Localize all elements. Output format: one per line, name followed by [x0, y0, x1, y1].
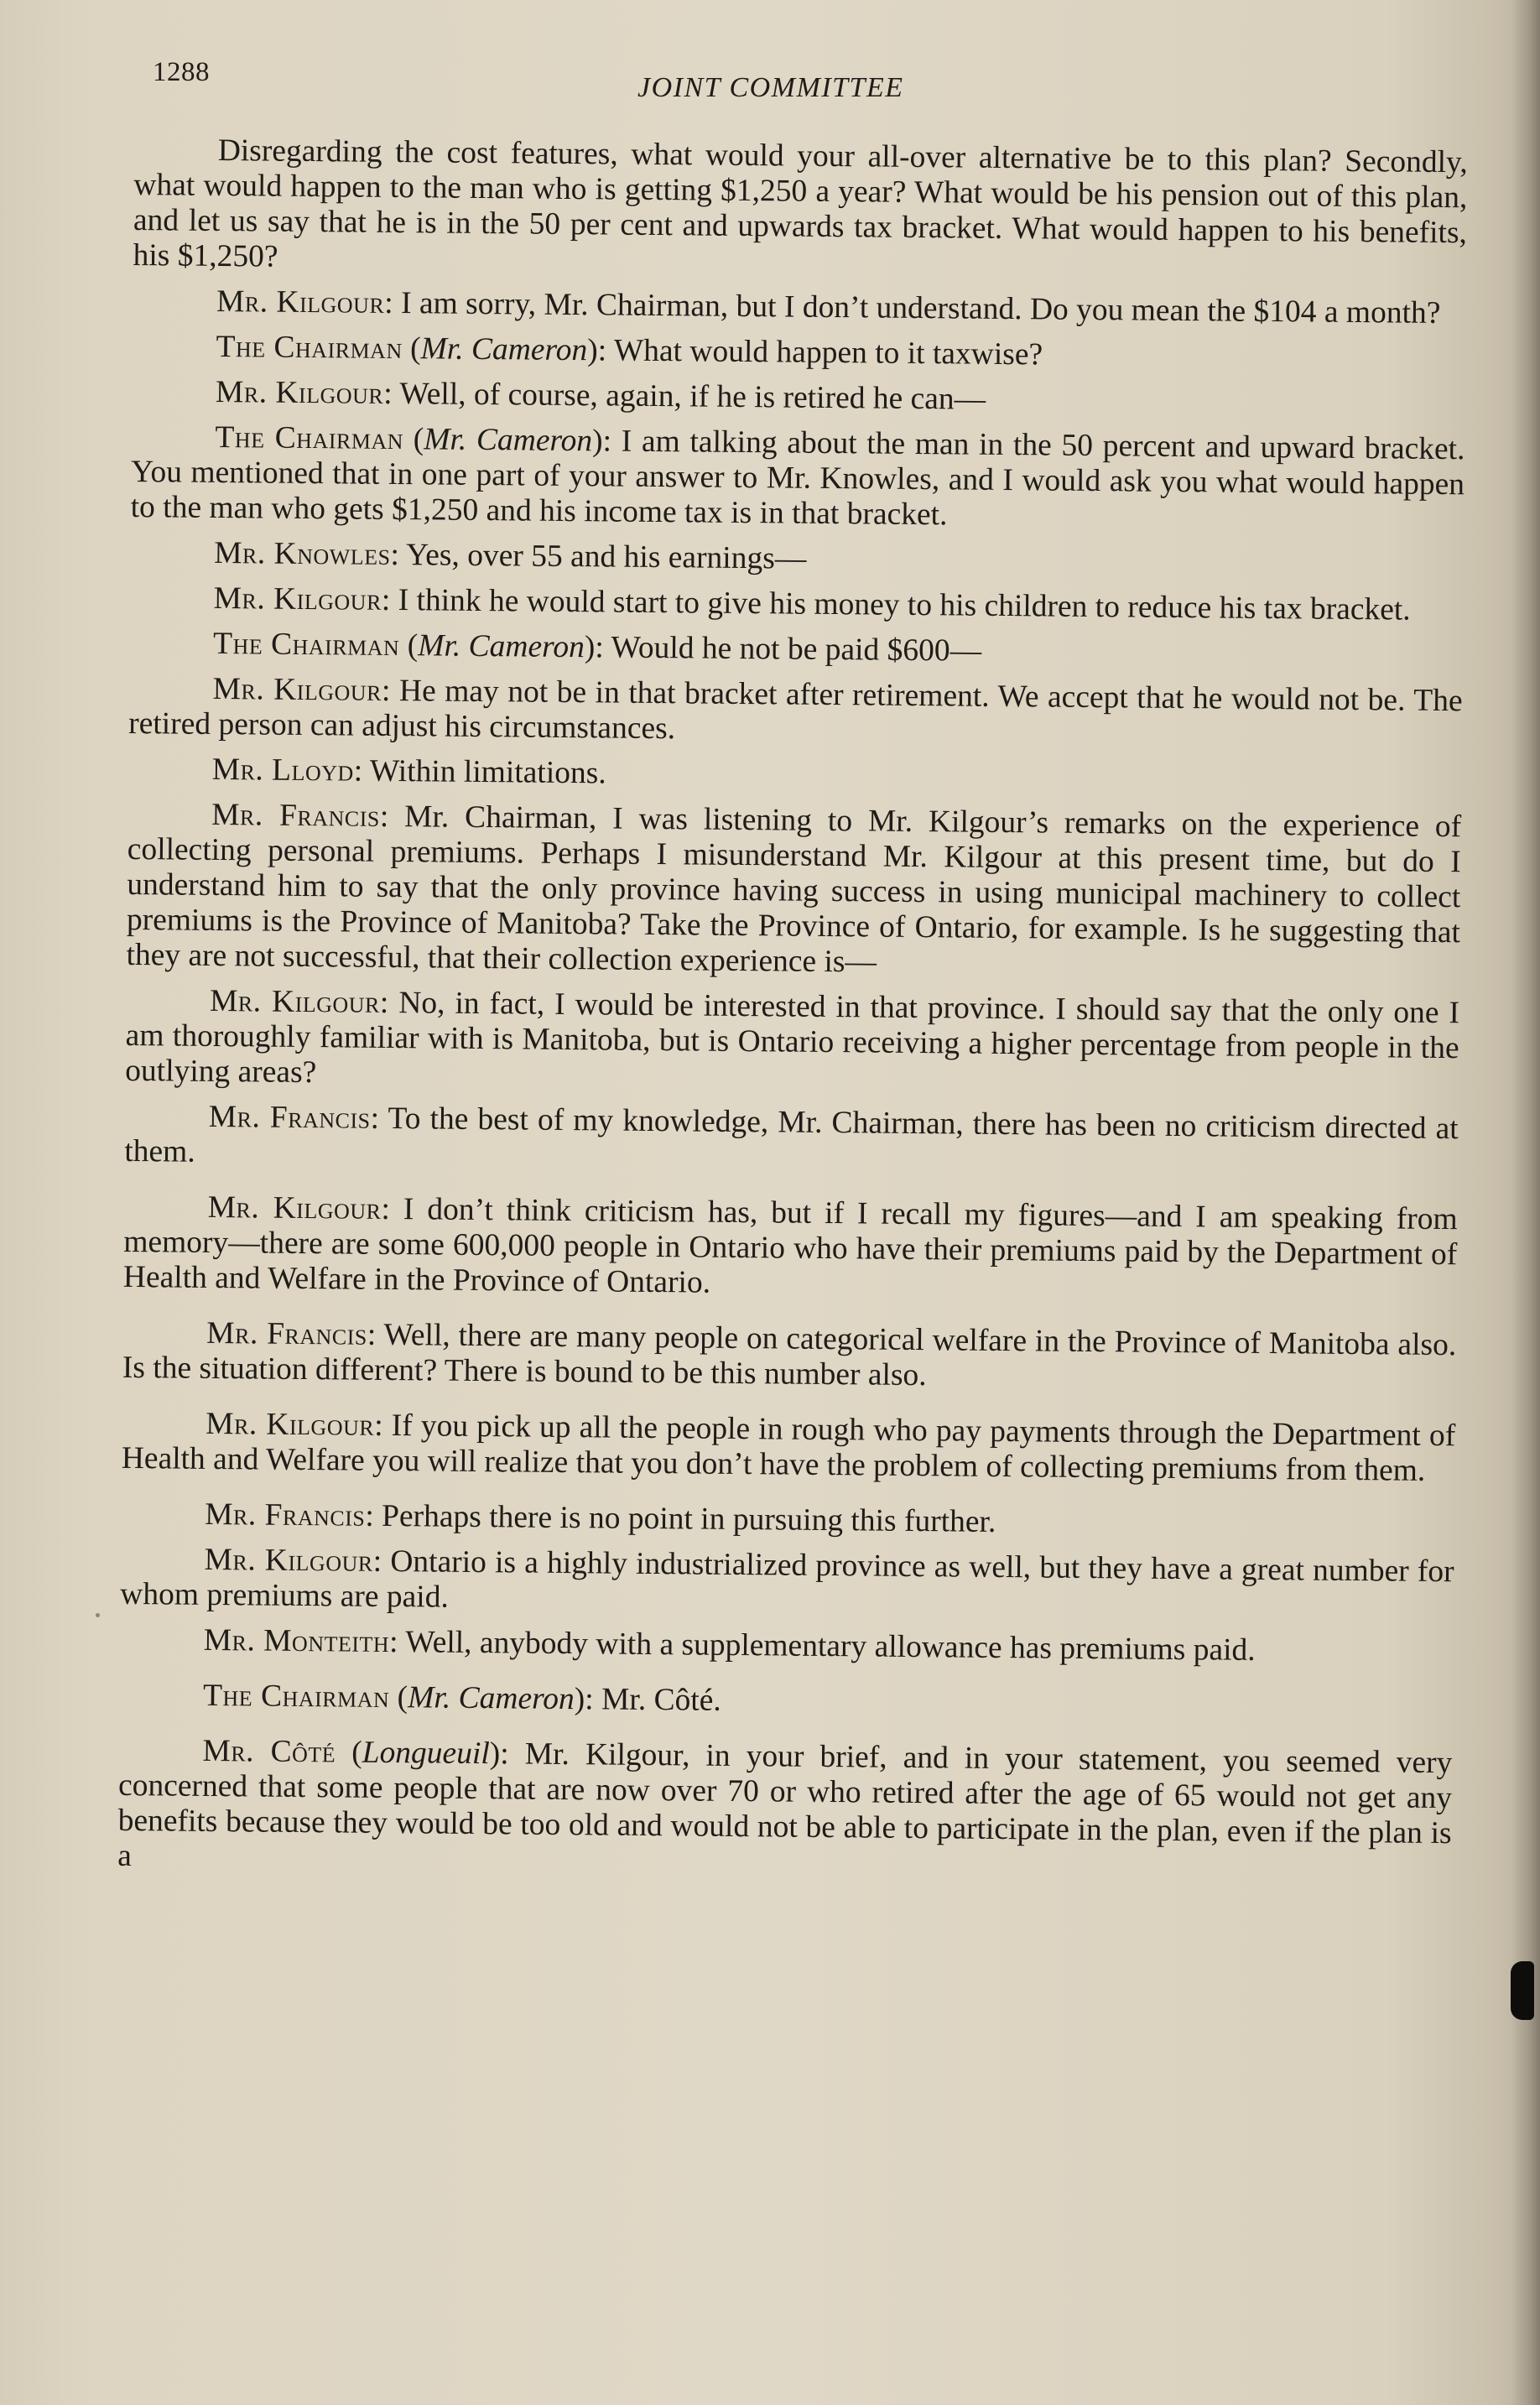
paragraph [133, 133, 1468, 286]
speaker-name: Mr. Monteith [203, 1622, 390, 1660]
paragraph-text: If you pick up all the people in rough who pay payments through the Department of Health and Welfare you will realize that you don’t have the problem of collecting premiums from them. [121, 1408, 1456, 1488]
speaker-name: Mr. Francis [206, 1315, 368, 1352]
speaker-colon: : [374, 1408, 383, 1443]
paragraph-text: Yes, over 55 and his earnings— [405, 538, 807, 576]
paragraph-text: Well, of course, again, if he is retired he can— [399, 377, 986, 417]
speaker-colon: : [381, 673, 391, 708]
speaker-name: Mr. Kilgour [213, 580, 382, 617]
speaker-colon: : [370, 1101, 380, 1136]
speaker-qualifier: Mr. Cameron [418, 628, 585, 665]
paragraph [128, 752, 1462, 799]
speaker-colon: : [383, 376, 393, 411]
paragraph-text: I think he would start to give his money to his children to reduce his tax bracket. [398, 583, 1411, 627]
speaker-name: Mr. Kilgour [206, 1406, 375, 1443]
speaker-colon: : [381, 1191, 391, 1226]
speaker-colon: : [372, 1543, 382, 1579]
paragraph-text: I am sorry, Mr. Chairman, but I don’t understand. Do you mean the $104 a month? [400, 286, 1441, 331]
paragraph-text: Mr. Kilgour, in your brief, and in your statement, you seemed very concerned that some people that are now over 70 or who retired after the age of 65 would not get any benefits because they would be too old and would not be able to participate in the plan, even if the plan is a [117, 1736, 1453, 1874]
speaker-colon: : [365, 1498, 374, 1533]
paragraph: The Chairman (Mr. Cameron): I am talking about the man in the 50 percent and upward bracket. You mentioned that in one part of your answer to Mr. Knowles, and I would ask you what would happen to the man who gets $1,250 and his income tax is in that bracket. [130, 419, 1465, 533]
speaker-qualifier: Mr. Cameron [420, 331, 588, 368]
paragraph-text: Perhaps there is no point in pursuing this further. [381, 1498, 996, 1539]
speaker-colon: : [597, 333, 607, 368]
paragraph-text: Ontario is a highly industrialized province as well, but they have a great number for whom premiums are paid. [120, 1544, 1454, 1615]
page-number: 1288 [153, 57, 210, 87]
speaker-name: Mr. Francis [211, 797, 381, 834]
paragraph [122, 1315, 1457, 1398]
page-edge-shadow [1511, 0, 1540, 2405]
speaker-colon: : [602, 424, 612, 459]
paragraph [133, 284, 1466, 331]
paragraph-text: I am talking about the man in the 50 percent and upward bracket. You mentioned that in one part of your answer to Mr. Knowles, and I would ask you what would happen to the man who gets $1,250 and his income tax is in that bracket. [130, 424, 1465, 533]
paragraph [129, 580, 1463, 628]
paragraph [132, 374, 1465, 422]
speaker-colon: : [384, 285, 393, 320]
paragraph: The Chairman (Mr. Cameron): What would happen to it taxwise? [216, 329, 1043, 372]
speaker-name: Mr. Francis [208, 1099, 371, 1136]
speaker-name: Mr. Lloyd [211, 752, 354, 789]
paragraph-text: Disregarding the cost features, what would your all-over alternative be to this plan? Secondly, what would happen to the man who is getting $1,250 a year? What would be his pension out of this plan, and let us say that he is in the 50 per cent and upwards tax bracket. What would happen to his benefits, his $1,250? [133, 133, 1468, 274]
running-head: JOINT COMMITTEE [637, 72, 904, 103]
paragraph-text: I don’t think criticism has, but if I recall my figures—and I am speaking from memory—there are some 600,000 people in Ontario who have their premiums paid by the Department of Health and Welfare in the Province of Ontario. [122, 1192, 1458, 1300]
paragraph-text: Mr. Côté. [601, 1682, 721, 1718]
speaker-name: Mr. Kilgour [216, 284, 385, 320]
paragraph-text: No, in fact, I would be interested in that province. I should say that the only one I am thoroughly familiar with is Manitoba, but is Ontario receiving a higher percentage from people in the outlying areas? [125, 986, 1460, 1091]
speaker-name: The Chairman [212, 626, 400, 664]
paragraph-text: To the best of my knowledge, Mr. Chairman, there has been no criticism directed at them. [124, 1101, 1459, 1169]
speaker-colon: : [388, 1625, 398, 1660]
speaker-colon: : [353, 753, 363, 789]
speaker-name: The Chairman [215, 419, 404, 457]
paragraph [120, 1542, 1454, 1625]
speaker-colon: : [390, 537, 400, 573]
speaker-name: The Chairman [216, 329, 403, 367]
transcript-body [117, 133, 1468, 1897]
speaker-qualifier: Mr. Cameron [407, 1680, 575, 1717]
speaker-name: Mr. Kilgour [212, 671, 382, 708]
paragraph [120, 1622, 1454, 1670]
paragraph-text: Well, anybody with a supplementary allowance has premiums paid. [405, 1625, 1256, 1668]
paragraph-text: Well, there are many people on categorical welfare in the Province of Manitoba also. Is the situation different? There is bound to be this number also. [122, 1317, 1457, 1393]
speaker-name: Mr. Francis [204, 1497, 366, 1533]
paragraph-text: Would he not be paid $600— [611, 630, 982, 669]
speaker-name: Mr. Côté [202, 1733, 336, 1770]
paragraph: Mr. Côté (Longueuil): Mr. Kilgour, in your brief, and in your statement, you seemed very concerned that some people that are now over 70 or who retired after the age of 65 would not get any benefits because they would be too old and would not be able to participate in the plan, even if the plan is a [117, 1733, 1453, 1874]
paragraph-text: Mr. Chairman, I was listening to Mr. Kilgour’s remarks on the experience of collecting personal premiums. Perhaps I misunderstand Mr. Kilgour at this present time, but do I understand him to say that the only province having success in using municipal machinery to collect premiums is the Province of Manitoba? Take the Province of Ontario, for example. Is he suggesting that they are not successful, that their collection experience is— [126, 799, 1462, 980]
paragraph-text: Within limitations. [369, 753, 606, 791]
speaker-name: Mr. Kilgour [207, 1189, 382, 1226]
paragraph [121, 1497, 1454, 1544]
speaker-colon: : [381, 582, 391, 617]
paragraph [124, 1099, 1459, 1182]
speaker-qualifier: Longueuil [362, 1735, 490, 1772]
speaker-colon: : [585, 1682, 594, 1717]
speaker-colon: : [367, 1317, 377, 1352]
speaker-name: Mr. Knowles [213, 535, 391, 572]
paragraph [122, 1406, 1456, 1489]
paragraph: The Chairman (Mr. Cameron): Would he not be paid $600— [212, 626, 982, 669]
speaker-qualifier: Mr. Cameron [424, 422, 593, 459]
paragraph-text: He may not be in that bracket after retirement. We accept that he would not be. The retired person can adjust his circumstances. [128, 674, 1463, 747]
speaker-colon: : [379, 985, 389, 1020]
paragraph-text: What would happen to it taxwise? [613, 333, 1043, 372]
speaker-name: Mr. Kilgour [209, 983, 381, 1020]
speaker-colon: : [379, 799, 389, 834]
speaker-name: The Chairman [202, 1678, 390, 1715]
paragraph [126, 797, 1461, 986]
paragraph [123, 1189, 1458, 1308]
speaker-name: Mr. Kilgour [204, 1542, 373, 1579]
paragraph [128, 671, 1463, 754]
speaker-colon: : [595, 630, 604, 665]
paragraph [125, 983, 1459, 1101]
speaker-name: Mr. Kilgour [215, 374, 384, 411]
binder-hole-mark [1511, 1961, 1534, 2020]
speaker-colon: : [500, 1736, 509, 1772]
paragraph: The Chairman (Mr. Cameron): Mr. Côté. [202, 1678, 721, 1718]
paper-speck [96, 1613, 100, 1617]
paragraph [130, 535, 1464, 583]
